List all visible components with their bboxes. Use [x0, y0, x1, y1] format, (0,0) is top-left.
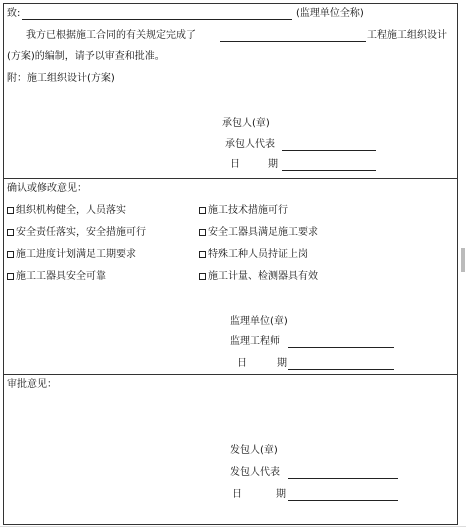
option-special-workers[interactable]: 特殊工种人员持证上岗 [199, 249, 308, 261]
date-label-day: 日 [230, 159, 240, 170]
option-tools-safety[interactable]: 施工工器具安全可靠 [7, 271, 106, 283]
review-heading: 确认或修改意见： [7, 183, 87, 194]
employer-rep-label: 发包人代表 [230, 467, 280, 478]
date-label-period: 期 [277, 358, 287, 369]
option-technical-measures[interactable]: 施工技术措施可行 [199, 205, 288, 217]
attachment-note: 附：施工组织设计(方案) [7, 73, 115, 84]
checkbox-icon[interactable] [7, 273, 14, 280]
employer-seal-label: 发包人(章) [230, 445, 278, 456]
contractor-rep-label: 承包人代表 [225, 139, 275, 150]
date-label-period: 期 [276, 489, 286, 500]
option-safety-tools[interactable]: 安全工器具满足施工要求 [199, 227, 318, 239]
review-request: (方案)的编制，请予以审查和批准。 [7, 51, 165, 62]
supervisor-seal-label: 监理单位(章) [230, 316, 288, 327]
option-safety-responsibility[interactable]: 安全责任落实，安全措施可行 [7, 227, 146, 239]
completion-statement: 我方已根据施工合同的有关规定完成了 [26, 30, 196, 41]
date-label-day: 日 [232, 489, 242, 500]
date-label-day: 日 [237, 358, 247, 369]
date-label-period: 期 [268, 159, 278, 170]
employer-date-field[interactable] [288, 500, 398, 501]
supervisor-name-hint: (监理单位全称) [296, 8, 364, 19]
page-edge-line [0, 526, 466, 527]
supervisor-engineer-field[interactable] [288, 347, 394, 348]
checkbox-icon[interactable] [199, 207, 206, 214]
employer-rep-field[interactable] [288, 478, 398, 479]
option-organization[interactable]: 组织机构健全，人员落实 [7, 205, 126, 217]
supervisor-name-field[interactable] [22, 19, 292, 20]
to-label: 致: [7, 8, 21, 19]
project-type-label: 工程施工组织设计 [367, 30, 447, 41]
approval-heading: 审批意见： [7, 379, 57, 390]
checkbox-icon[interactable] [7, 251, 14, 258]
checkbox-icon[interactable] [199, 251, 206, 258]
option-schedule[interactable]: 施工进度计划满足工期要求 [7, 249, 136, 261]
page-edge-mark [461, 248, 465, 272]
section-divider-1 [3, 178, 458, 179]
checkbox-icon[interactable] [199, 273, 206, 280]
section-divider-2 [3, 374, 458, 375]
checkbox-icon[interactable] [7, 229, 14, 236]
checkbox-icon[interactable] [199, 229, 206, 236]
contractor-seal-label: 承包人(章) [222, 118, 270, 129]
contractor-rep-field[interactable] [282, 150, 376, 151]
option-measuring-instruments[interactable]: 施工计量、检测器具有效 [199, 271, 318, 283]
supervisor-date-field[interactable] [288, 369, 394, 370]
checkbox-icon[interactable] [7, 207, 14, 214]
contractor-date-field[interactable] [282, 170, 376, 171]
project-name-field[interactable] [220, 41, 366, 42]
supervisor-engineer-label: 监理工程师 [230, 336, 280, 347]
